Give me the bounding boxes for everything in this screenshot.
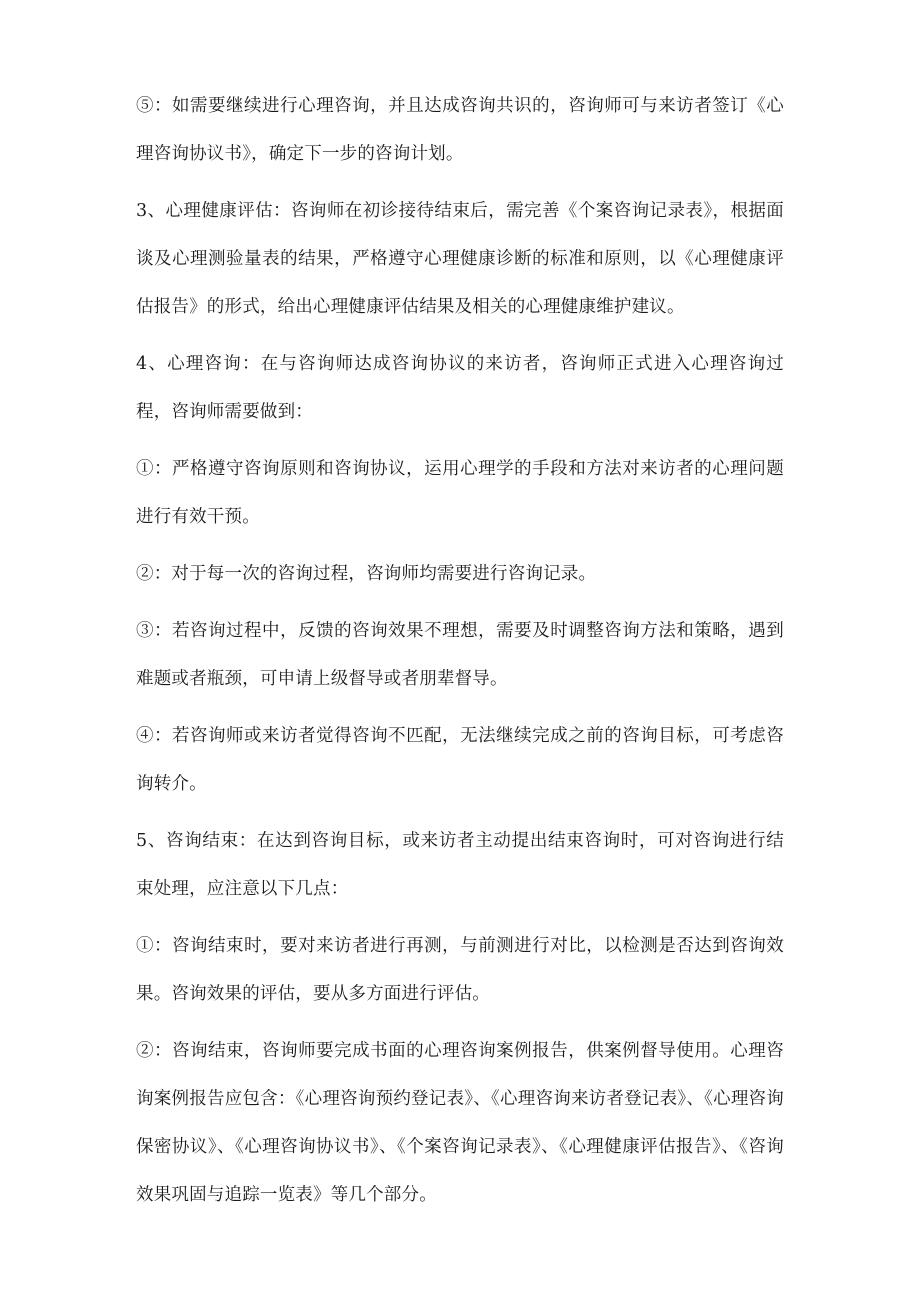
paragraph-ending-item-1: ①：咨询结束时，要对来访者进行再测，与前测进行对比，以检测是否达到咨询效果。咨询效果的评估，要从多方面进行评估。 (136, 936, 784, 1004)
paragraph-counseling-item-3: ③：若咨询过程中，反馈的咨询效果不理想，需要及时调整咨询方法和策略，遇到难题或者瓶颈，可申请上级督导或者朋辈督导。 (136, 621, 784, 689)
paragraph-counseling-item-1: ①：严格遵守咨询原则和咨询协议，运用心理学的手段和方法对来访者的心理问题进行有效干预。 (136, 459, 784, 527)
paragraph-counseling-item-2: ②：对于每一次的咨询过程，咨询师均需要进行咨询记录。 (136, 564, 597, 584)
paragraph-ending-item-2: ②：咨询结束，咨询师要完成书面的心理咨询案例报告，供案例督导使用。心理咨询案例报告应包含：《心理咨询预约登记表》、《心理咨询来访者登记表》、《心理咨询保密协议》、《心理咨询协议书》、《个案咨询记录表》、《心理健康评估报告》、《咨询效果巩固与追踪一览表》等几个部分。 (136, 1041, 784, 1205)
paragraph-step-5-signing-agreement: ⑤：如需要继续进行心理咨询，并且达成咨询共识的，咨询师可与来访者签订《心理咨询协议书》，确定下一步的咨询计划。 (136, 96, 784, 164)
paragraph-mental-health-assessment: 3、心理健康评估：咨询师在初诊接待结束后，需完善《个案咨询记录表》，根据面谈及心理测验量表的结果，严格遵守心理健康诊断的标准和原则，以《心理健康评估报告》的形式，给出心理健康评估结果及相关的心理健康维护建议。 (136, 201, 784, 317)
paragraph-counseling-process: 4、心理咨询：在与咨询师达成咨询协议的来访者，咨询师正式进入心理咨询过程，咨询师需要做到： (136, 354, 784, 422)
document-body (136, 82, 784, 1228)
paragraph-counseling-ending: 5、咨询结束：在达到咨询目标，或来访者主动提出结束咨询时，可对咨询进行结束处理，应注意以下几点： (136, 831, 784, 899)
paragraph-counseling-item-4: ④：若咨询师或来访者觉得咨询不匹配，无法继续完成之前的咨询目标，可考虑咨询转介。 (136, 726, 784, 794)
